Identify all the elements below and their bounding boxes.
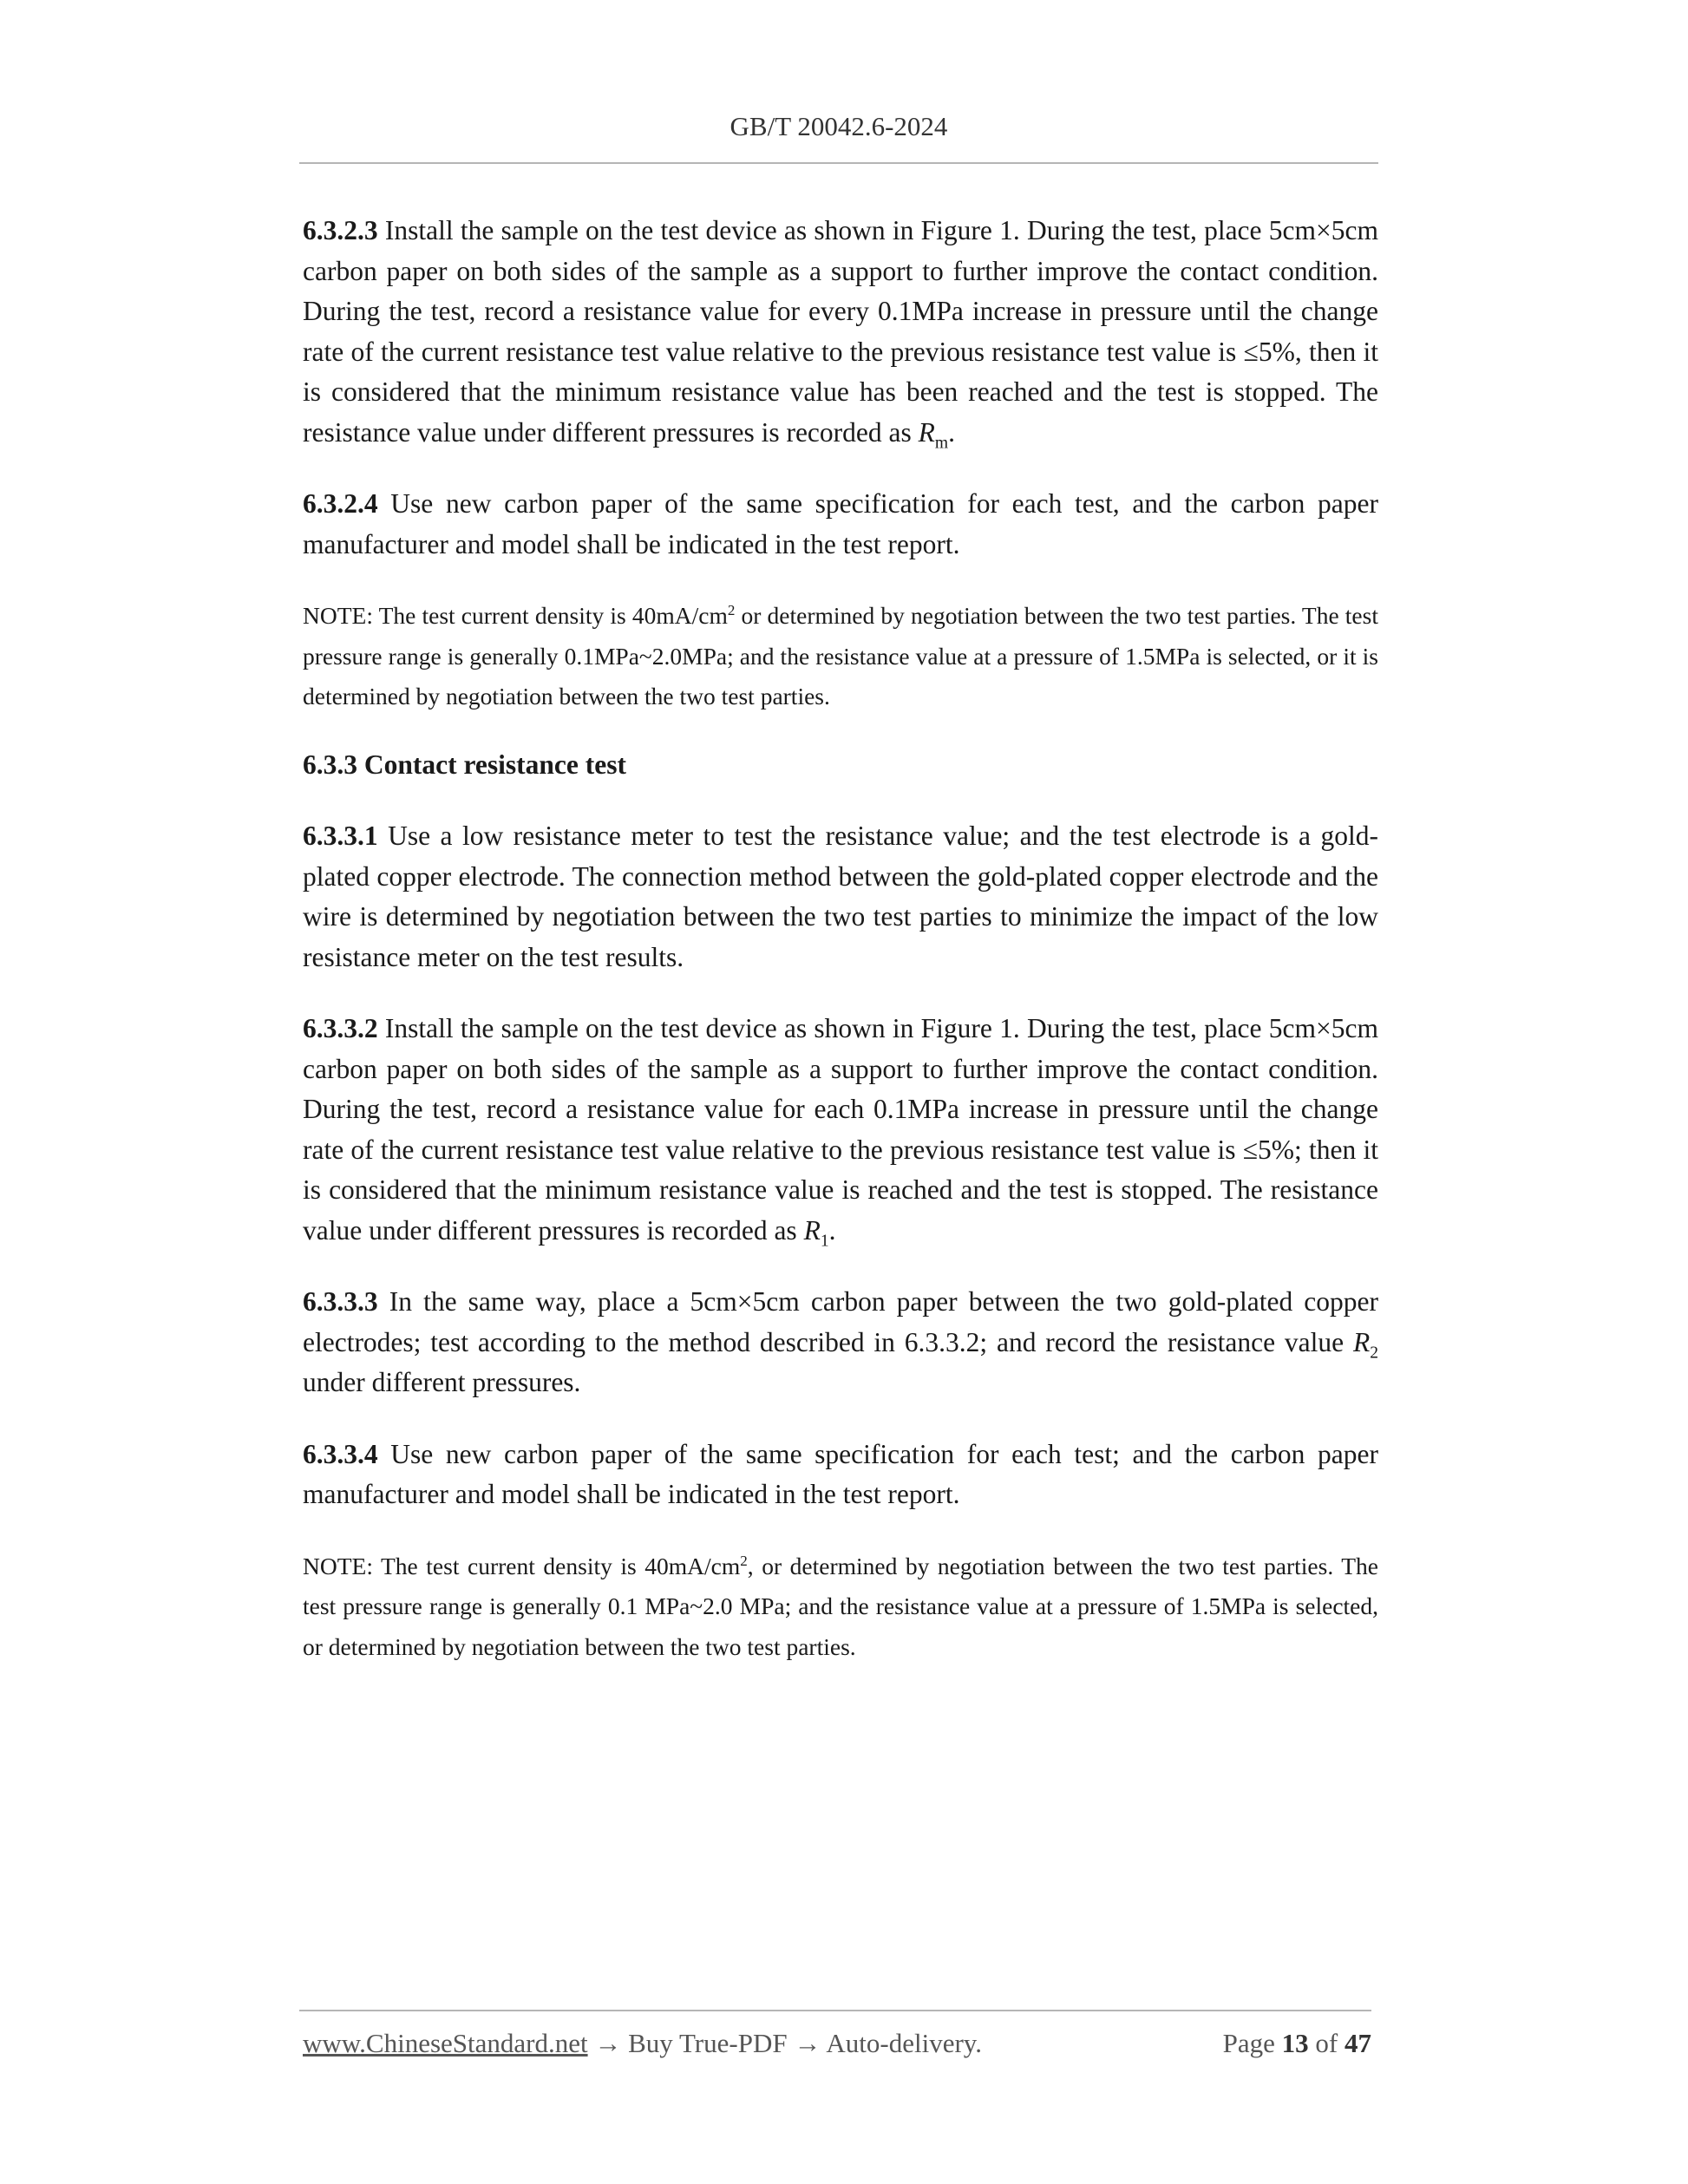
clause-6-3-3-3 <box>303 1282 1378 1403</box>
buy-true-pdf-text: Buy True-PDF <box>628 2028 788 2058</box>
clause-6-3-3-2 <box>303 1009 1378 1251</box>
note-superscript: 2 <box>727 601 736 618</box>
note-text-continued: , or determined by negotiation between the two test parties. The test pressure range is generally 0.1 MPa~2.0 MPa; and the resistance value at a pressure of 1.5MPa is selected, or determined by negotiation between the two test parties. <box>303 1552 1378 1660</box>
page-indicator <box>1223 2028 1371 2059</box>
symbol-subscript: 1 <box>820 1231 829 1250</box>
section-heading: 6.3.3 Contact resistance test <box>303 749 626 780</box>
symbol-subscript: 2 <box>1370 1343 1378 1362</box>
clause-6-3-3-1 <box>303 816 1378 978</box>
header-divider <box>299 162 1378 164</box>
note-text: NOTE: The test current density is 40mA/cm <box>303 1552 741 1579</box>
arrow-right-icon: → <box>787 2028 827 2058</box>
page-of: of <box>1308 2028 1345 2058</box>
clause-6-3-2-3 <box>303 211 1378 453</box>
clause-number: 6.3.3.1 <box>303 821 378 851</box>
clause-text: Use a low resistance meter to test the resistance value; and the test electrode is a gold-plated copper electrode. The connection method between the gold-plated copper electrode and the wire is determined by negotiation between the two test parties to minimize the impact of the low resistance meter on the test results. <box>303 821 1378 972</box>
clause-text: Use new carbon paper of the same specification for each test, and the carbon paper manufacturer and model shall be indicated in the test report. <box>303 488 1378 559</box>
clause-6-3-2-4 <box>303 484 1378 565</box>
clause-text: In the same way, place a 5cm×5cm carbon paper between the two gold-plated copper electrodes; test according to the method described in 6.3.3.2; and record the resistance value <box>303 1286 1378 1357</box>
current-page: 13 <box>1281 2028 1309 2058</box>
clause-number: 6.3.3.4 <box>303 1438 378 1469</box>
note-1 <box>303 596 1378 717</box>
symbol: R <box>1352 1326 1371 1357</box>
clause-number: 6.3.3.2 <box>303 1013 378 1043</box>
footer-promo <box>303 2028 982 2059</box>
clause-number: 6.3.3.3 <box>303 1286 378 1317</box>
page-label: Page <box>1222 2028 1282 2058</box>
note-text: NOTE: The test current density is 40mA/cm <box>303 602 728 629</box>
symbol: R <box>803 1214 821 1246</box>
arrow-right-icon: → <box>587 2028 629 2058</box>
clause-end: . <box>948 416 955 448</box>
website-link[interactable]: www.ChineseStandard.net <box>303 2028 588 2058</box>
clause-text: Install the sample on the test device as shown in Figure 1. During the test, place 5cm×5cm carbon paper on both sides of the sample as a support to further improve the contact condition. During the test, record a resistance value for every 0.1MPa increase in pressure until the change rate of the current resistance test value relative to the previous resistance test value is ≤5%, then it is considered that the minimum resistance value has been reached and the test is stopped. The resistance value under different pressures is recorded as <box>303 215 1378 448</box>
clause-end: under different pressures. <box>303 1367 581 1397</box>
footer-divider <box>299 2010 1371 2011</box>
clause-text: Use new carbon paper of the same specification for each test; and the carbon paper manufacturer and model shall be indicated in the test report. <box>303 1438 1378 1509</box>
document-body <box>303 211 1378 1695</box>
auto-delivery-text: Auto-delivery. <box>826 2028 983 2058</box>
symbol: R <box>918 416 935 448</box>
header-title: GB/T 20042.6-2024 <box>730 111 948 141</box>
total-pages: 47 <box>1345 2028 1371 2058</box>
clause-text: Install the sample on the test device as shown in Figure 1. During the test, place 5cm×5cm carbon paper on both sides of the sample as a support to further improve the contact condition. During the test, record a resistance value for each 0.1MPa increase in pressure until the change rate of the current resistance test value relative to the previous resistance test value is ≤5%; then it is considered that the minimum resistance value is reached and the test is stopped. The resistance value under different pressures is recorded as <box>303 1013 1378 1246</box>
clause-6-3-3-4 <box>303 1435 1378 1515</box>
note-text-continued: or determined by negotiation between the two test parties. The test pressure range is generally 0.1MPa~2.0MPa; and the resistance value at a pressure of 1.5MPa is selected, or it is determined by negotiation between the two test parties. <box>303 602 1378 709</box>
footer <box>303 2028 1371 2059</box>
clause-end: . <box>828 1214 836 1246</box>
clause-number: 6.3.2.3 <box>303 215 378 245</box>
note-superscript: 2 <box>740 1552 748 1569</box>
note-2 <box>303 1546 1378 1668</box>
symbol-subscript: m <box>934 433 949 452</box>
clause-number: 6.3.2.4 <box>303 488 378 519</box>
